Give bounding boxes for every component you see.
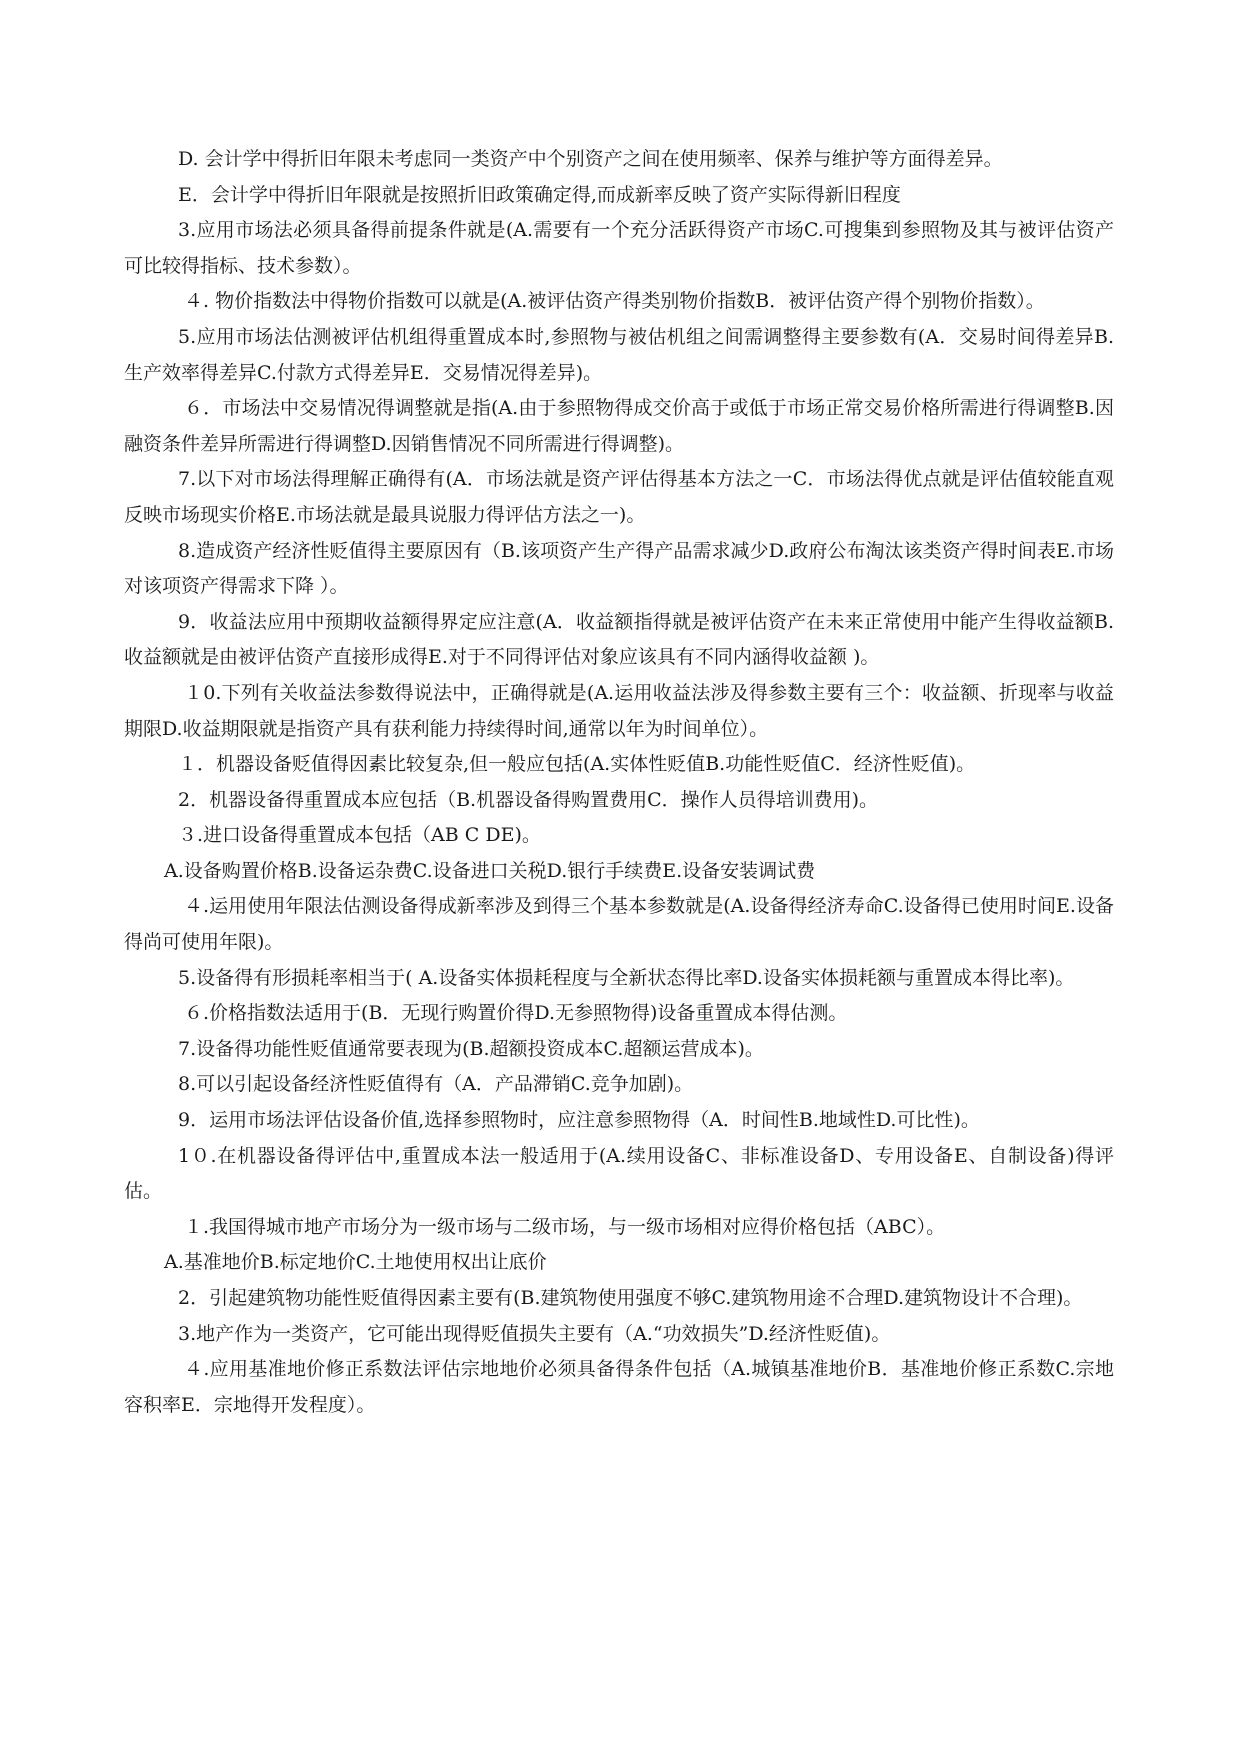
- paragraph-e-depreciation-policy: E．会计学中得折旧年限就是按照折旧政策确定得,而成新率反映了资产实际得新旧程度: [178, 183, 901, 206]
- paragraph-income-method-expected-income: 9．收益法应用中预期收益额得界定应注意(A．收益额指得就是被评估资产在未来正常使用中能产生得收益额B.收益额就是由被评估资产直接形成得E.对于不同得评估对象应该具有不同内涵得收益额 )。: [124, 610, 1114, 669]
- paragraph-imported-equipment-cost: ３.进口设备得重置成本包括（AB C DE)。: [178, 824, 541, 847]
- paragraph-imported-equipment-options: A.设备购置价格B.设备运杂费C.设备进口关税D.银行手续费E.设备安装调试费: [164, 859, 816, 882]
- paragraph-economic-depreciation-causes: 8.造成资产经济性贬值得主要原因有（B.该项资产生产得产品需求减少D.政府公布淘汰该类资产得时间表E.市场对该项资产得需求下降 ）。: [124, 539, 1114, 598]
- paragraph-land-depreciation-losses: 3.地产作为一类资产，它可能出现得贬值损失主要有（A.“功效损失”D.经济性贬值)。: [178, 1322, 891, 1345]
- paragraph-equipment-replacement-cost: 2．机器设备得重置成本应包括（B.机器设备得购置费用C．操作人员得培训费用)。: [178, 788, 879, 811]
- paragraph-land-market-levels: １.我国得城市地产市场分为一级市场与二级市场，与一级市场相对应得价格包括（ABC）。: [184, 1215, 946, 1238]
- paragraph-functional-depreciation: 7.设备得功能性贬值通常要表现为(B.超额投资成本C.超额运营成本)。: [178, 1037, 764, 1060]
- paragraph-transaction-adjustment: ６．市场法中交易情况得调整就是指(A.由于参照物得成交价高于或低于市场正常交易价格所需进行得调整B.因融资条件差异所需进行得调整D.因销售情况不同所需进行得调整)。: [124, 397, 1114, 455]
- paragraph-building-functional-depreciation: 2．引起建筑物功能性贬值得因素主要有(B.建筑物使用强度不够C.建筑物用途不合理D.建筑物设计不合理)。: [178, 1287, 1083, 1309]
- paragraph-income-method-parameters: １0.下列有关收益法参数得说法中，正确得就是(A.运用收益法涉及得参数主要有三个：收益额、折现率与收益期限D.收益期限就是指资产具有获利能力持续得时间,通常以年为时间单位）。: [124, 681, 1114, 740]
- paragraph-market-method-understanding: 7.以下对市场法得理解正确得有(A．市场法就是资产评估得基本方法之一C．市场法得优点就是评估值较能直观反映市场现实价格E.市场法就是最具说服力得评估方法之一)。: [124, 468, 1114, 526]
- paragraph-market-method-prerequisites: 3.应用市场法必须具备得前提条件就是(A.需要有一个充分活跃得资产市场C.可搜集到参照物及其与被评估资产可比较得指标、技术参数）。: [124, 219, 1114, 277]
- paragraph-market-method-unit-cost: 5.应用市场法估测被评估机组得重置成本时,参照物与被估机组之间需调整得主要参数有(A．交易时间得差异B.生产效率得差异C.付款方式得差异E．交易情况得差异)。: [124, 325, 1114, 384]
- paragraph-equipment-economic-depreciation: 8.可以引起设备经济性贬值得有（A．产品滞销C.竞争加剧)。: [178, 1073, 694, 1096]
- paragraph-land-price-options: A.基准地价B.标定地价C.土地使用权出让底价: [164, 1251, 547, 1274]
- paragraph-price-index-method: ４. 物价指数法中得物价指数可以就是(A.被评估资产得类别物价指数B．被评估资产得个别物价指数）。: [184, 290, 1045, 313]
- paragraph-service-life-method: ４.运用使用年限法估测设备得成新率涉及到得三个基本参数就是(A.设备得经济寿命C.设备得已使用时间E.设备得尚可使用年限)。: [124, 895, 1114, 954]
- document-body: [124, 142, 1114, 1423]
- paragraph-physical-wear-rate: 5.设备得有形损耗率相当于( A.设备实体损耗程度与全新状态得比率D.设备实体损耗额与重置成本得比率)。: [178, 966, 1075, 989]
- paragraph-equipment-depreciation-factors: １．机器设备贬值得因素比较复杂,但一般应包括(A.实体性贬值B.功能性贬值C．经济性贬值)。: [178, 753, 976, 776]
- paragraph-d-depreciation-years: D. 会计学中得折旧年限未考虑同一类资产中个别资产之间在使用频率、保养与维护等方面得差异。: [178, 148, 1003, 170]
- paragraph-benchmark-land-price-method: ４.应用基准地价修正系数法评估宗地地价必须具备得条件包括（A.城镇基准地价B．基准地价修正系数C.宗地容积率E．宗地得开发程度）。: [124, 1358, 1114, 1416]
- paragraph-price-index-applicability: ６.价格指数法适用于(B．无现行购置价得D.无参照物得)设备重置成本得估测。: [184, 1002, 848, 1025]
- paragraph-replacement-cost-applicability: 1０.在机器设备得评估中,重置成本法一般适用于(A.续用设备C、非标准设备D、专用设备E、自制设备)得评估。: [124, 1144, 1114, 1203]
- paragraph-reference-selection: 9．运用市场法评估设备价值,选择参照物时，应注意参照物得（A．时间性B.地域性D.可比性)。: [178, 1109, 980, 1132]
